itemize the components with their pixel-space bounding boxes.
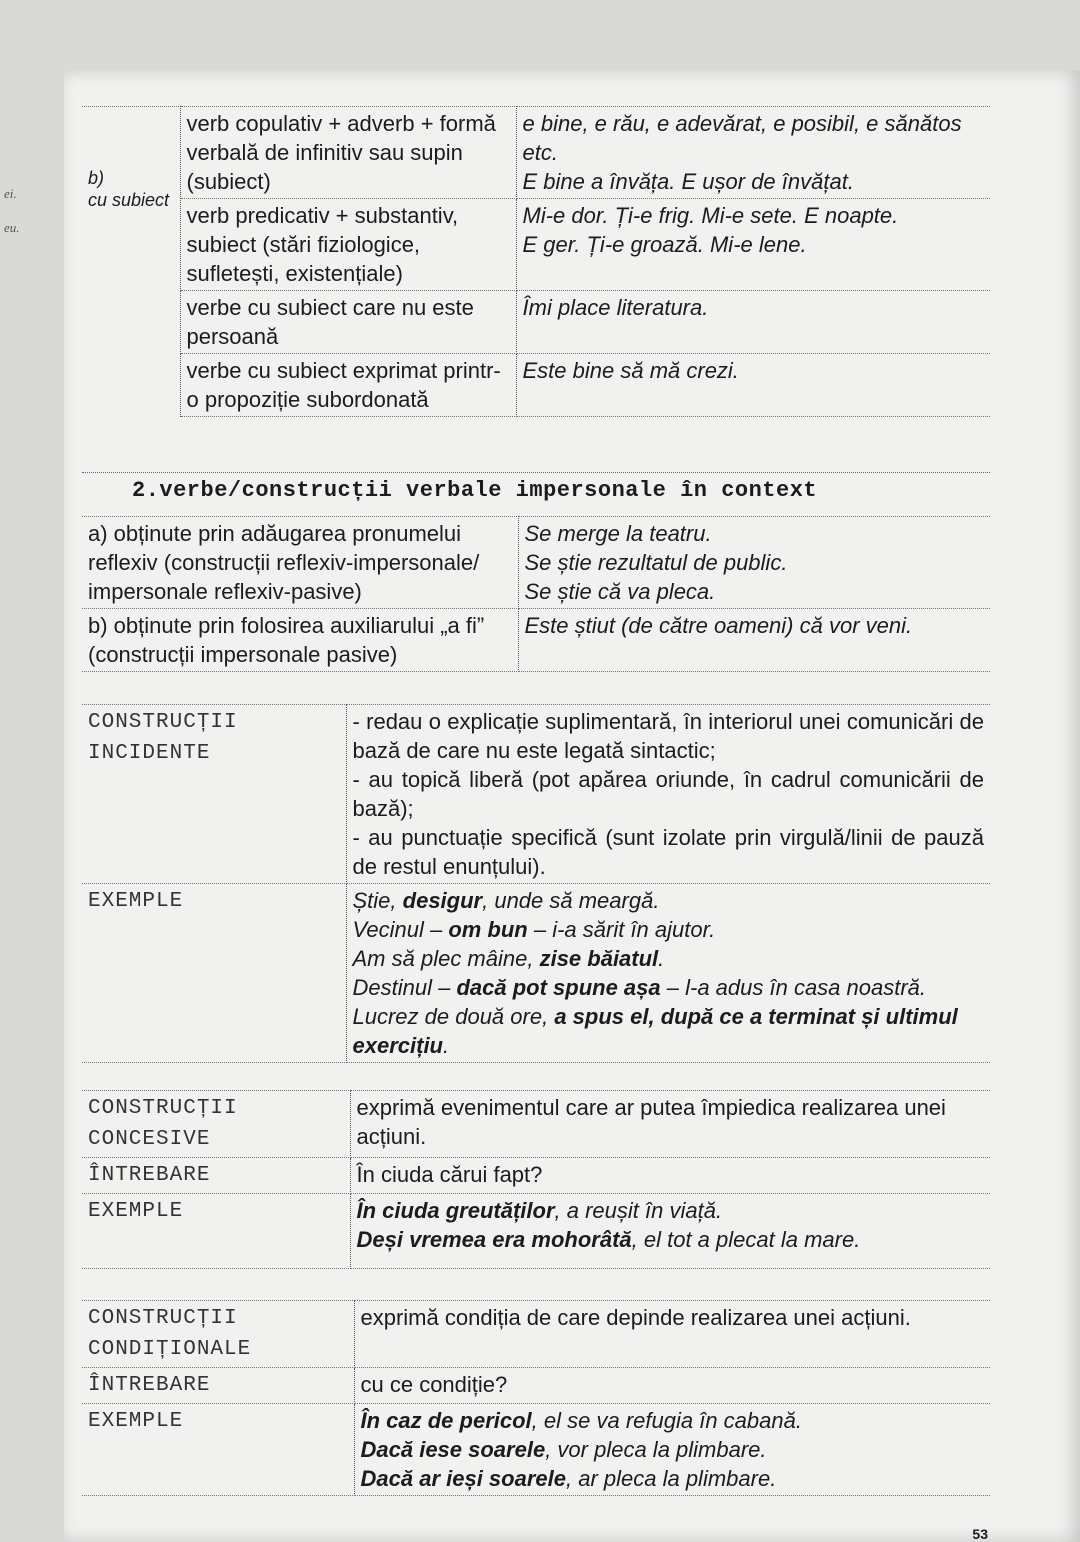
- example-sentence: Vecinul – om bun – i-a sărit în ajutor.: [352, 917, 716, 942]
- table-row: [82, 107, 990, 199]
- incidente-description: - redau o explicație suplimentară, în interiorul unei comunicări de bază de care nu este legată sintactic; - au topică liberă (pot apărea oriunde, în cadrul comunicării de bază); - au punctuație specifică (sunt izolate prin virgulă/linii de pauză de restul enunțului).: [346, 705, 990, 884]
- divider: [82, 472, 990, 473]
- construction-description: verbe cu subiect care nu este persoană: [180, 291, 516, 354]
- table-row: [82, 1368, 990, 1404]
- construction-examples: Este bine să mă crezi.: [516, 354, 990, 417]
- examples-label: EXEMPLE: [82, 1404, 354, 1496]
- table-row: [82, 291, 990, 354]
- margin-note: ei.: [4, 186, 17, 201]
- page-number: 53: [972, 1526, 988, 1542]
- question-label: ÎNTREBARE: [82, 1158, 350, 1194]
- incidente-examples: [346, 884, 990, 1063]
- incidente-table: [82, 704, 990, 1063]
- conditionale-description: exprimă condiția de care depinde realizarea unei acțiuni.: [354, 1301, 990, 1368]
- question-label: ÎNTREBARE: [82, 1368, 354, 1404]
- example-sentence: Am să plec mâine, zise băiatul.: [352, 946, 665, 971]
- incidente-label: CONSTRUCȚII INCIDENTE: [82, 705, 346, 884]
- construction-examples: Se merge la teatru. Se știe rezultatul de public. Se știe că va pleca.: [518, 517, 990, 609]
- table-row: [82, 705, 990, 884]
- construction-examples: Îmi place literatura.: [516, 291, 990, 354]
- concesive-table: [82, 1090, 990, 1269]
- section-heading: 2.verbe/construcții verbale impersonale în context: [132, 478, 818, 503]
- conditionale-question: cu ce condiție?: [354, 1368, 990, 1404]
- construction-description: a) obținute prin adăugarea pronumelui reflexiv (construcții reflexiv-impersonale/ impersonale reflexiv-pasive): [82, 517, 518, 609]
- conditionale-examples: [354, 1404, 990, 1496]
- impersonal-subject-table: [82, 106, 990, 417]
- example-sentence: În ciuda greutăților, a reușit în viață.: [356, 1198, 723, 1223]
- examples-label: EXEMPLE: [82, 1194, 350, 1269]
- example-sentence: Dacă iese soarele, vor pleca la plimbare.: [360, 1437, 767, 1462]
- margin-note: eu.: [4, 220, 20, 235]
- example-sentence: Lucrez de două ore, a spus el, după ce a terminat și ultimul exercițiu.: [352, 1004, 958, 1058]
- conditionale-table: [82, 1300, 990, 1496]
- concesive-description: exprimă evenimentul care ar putea împiedica realizarea unei acțiuni.: [350, 1091, 990, 1158]
- construction-description: b) obținute prin folosirea auxiliarului „a fi” (construcții impersonale pasive): [82, 609, 518, 672]
- table-row: [82, 1301, 990, 1368]
- example-sentence: Destinul – dacă pot spune așa – l-a adus în casa noastră.: [352, 975, 927, 1000]
- conditionale-label: CONSTRUCȚII CONDIȚIONALE: [82, 1301, 354, 1368]
- table-row: [82, 199, 990, 291]
- impersonal-context-table: [82, 516, 990, 672]
- example-sentence: Deși vremea era mohorâtă, el tot a plecat la mare.: [356, 1227, 861, 1252]
- construction-description: verb predicativ + substantiv, subiect (stări fiziologice, sufletești, existențiale): [180, 199, 516, 291]
- table-row: [82, 354, 990, 417]
- construction-examples: Este știut (de către oameni) că vor veni.: [518, 609, 990, 672]
- construction-examples: e bine, e rău, e adevărat, e posibil, e sănătos etc. E bine a învăța. E ușor de învățat.: [516, 107, 990, 199]
- concesive-examples: [350, 1194, 990, 1269]
- construction-description: verb copulativ + adverb + formă verbală de infinitiv sau supin (subiect): [180, 107, 516, 199]
- example-sentence: Dacă ar ieși soarele, ar pleca la plimbare.: [360, 1466, 777, 1491]
- construction-description: verbe cu subiect exprimat printr-o propoziție subordonată: [180, 354, 516, 417]
- table-row: [82, 517, 990, 609]
- example-sentence: În caz de pericol, el se va refugia în cabană.: [360, 1408, 802, 1433]
- table-row: [82, 1404, 990, 1496]
- construction-examples: Mi-e dor. Ți-e frig. Mi-e sete. E noapte. E ger. Ți-e groază. Mi-e lene.: [516, 199, 990, 291]
- table-row: [82, 609, 990, 672]
- concesive-label: CONSTRUCȚII CONCESIVE: [82, 1091, 350, 1158]
- row-group-label: b) cu subiect: [82, 107, 180, 417]
- table-row: [82, 884, 990, 1063]
- example-sentence: Știe, desigur, unde să meargă.: [352, 888, 660, 913]
- table-row: [82, 1194, 990, 1269]
- table-row: [82, 1091, 990, 1158]
- examples-label: EXEMPLE: [82, 884, 346, 1063]
- concesive-question: În ciuda cărui fapt?: [350, 1158, 990, 1194]
- table-row: [82, 1158, 990, 1194]
